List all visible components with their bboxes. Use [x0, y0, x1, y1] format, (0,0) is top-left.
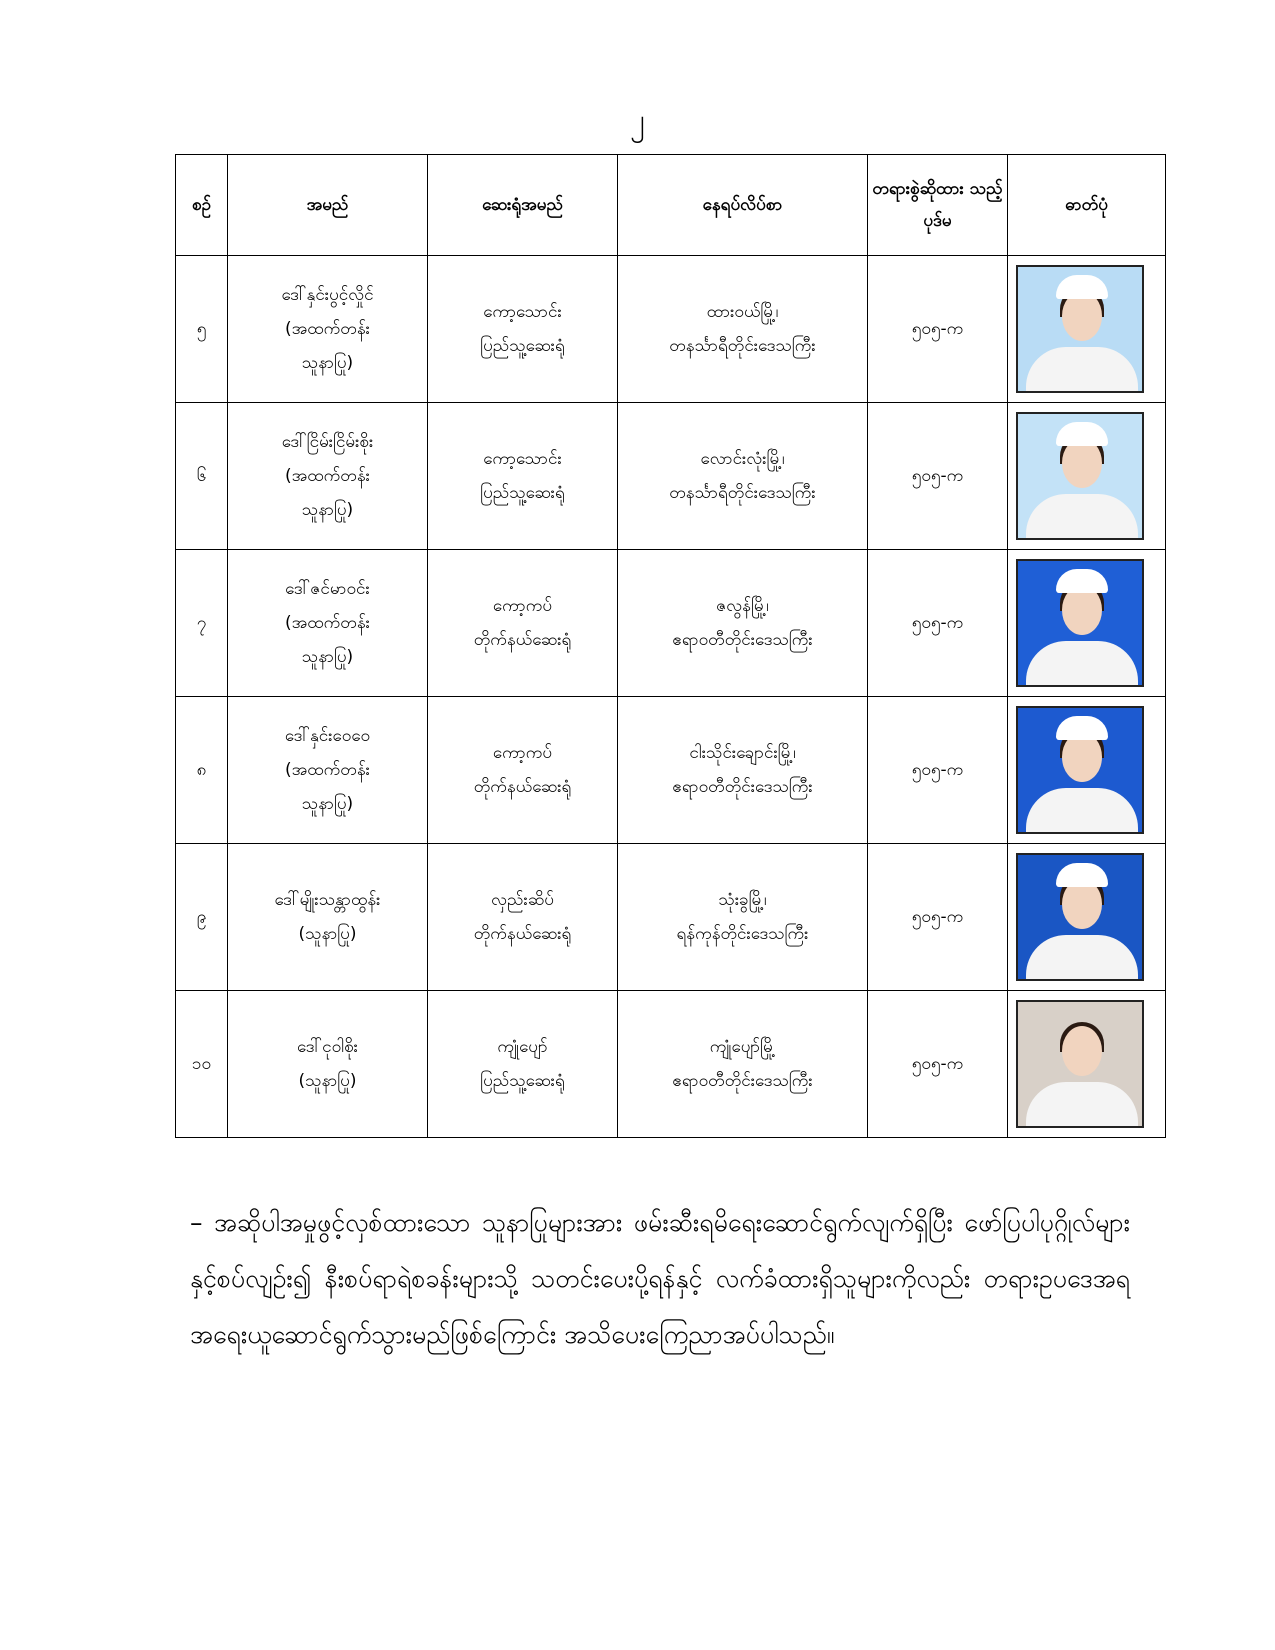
person-name-line: သူနာပြု)	[301, 794, 354, 814]
photo-cell	[1008, 697, 1166, 844]
announcement-paragraph: – အဆိုပါအမှုဖွင့်လှစ်ထားသော သူနာပြုများအား ဖမ်းဆီးရမိရေးဆောင်ရွက်လျက်ရှိပြီး ဖော်ပြပါပုဂ္ဂိုလ်များနှင့်စပ်လျဉ်း၍ နီးစပ်ရာရဲစခန်းများသို့ သတင်းပေးပို့ရန်နှင့် လက်ခံထားရှိသူများကိုလည်း တရားဥပဒေအရ အရေးယူဆောင်ရွက်သွားမည်ဖြစ်ကြောင်း အသိပေးကြေညာအပ်ပါသည်။	[190, 1208, 1130, 1349]
home-address-line: ဧရာဝတီတိုင်းဒေသကြီး	[672, 630, 813, 650]
home-address-line: ငါးသိုင်းချောင်းမြို့၊	[689, 743, 796, 763]
hospital-name-line: ပြည်သူ့ဆေးရုံ	[480, 336, 565, 356]
wanted-nurses-table	[175, 154, 1166, 1138]
person-name-line: ဒေါ်နှင်းပွင့်လှိုင်	[281, 285, 374, 305]
home-address-line: ထားဝယ်မြို့၊	[706, 302, 779, 322]
photo-cell	[1008, 550, 1166, 697]
photo-cell	[1008, 403, 1166, 550]
person-name-line: (အထက်တန်း	[285, 466, 370, 486]
portrait-photo-icon	[1016, 1000, 1144, 1128]
home-address	[618, 844, 868, 991]
charged-section: ၅၀၅-က	[868, 256, 1008, 403]
header-serial-no: စဉ်	[176, 155, 228, 256]
person-name	[228, 991, 428, 1138]
charged-section: ၅၀၅-က	[868, 550, 1008, 697]
hospital-name	[428, 697, 618, 844]
home-address-line: ဇလွန်မြို့၊	[716, 596, 769, 616]
hospital-name	[428, 256, 618, 403]
hospital-name-line: ပြည်သူ့ဆေးရုံ	[480, 1071, 565, 1091]
home-address	[618, 550, 868, 697]
charged-section: ၅၀၅-က	[868, 697, 1008, 844]
home-address-line: ရန်ကုန်တိုင်းဒေသကြီး	[676, 924, 809, 944]
person-name-line: ဒေါ်ငြိမ်းငြိမ်းစိုး	[281, 432, 374, 452]
home-address-line: ဧရာဝတီတိုင်းဒေသကြီး	[672, 1071, 813, 1091]
person-name	[228, 844, 428, 991]
home-address-line: သုံးခွမြို့၊	[718, 890, 767, 910]
hospital-name-line: ပြည်သူ့ဆေးရုံ	[480, 483, 565, 503]
home-address-line: တနင်္သာရီတိုင်းဒေသကြီး	[669, 336, 816, 356]
portrait-photo-icon	[1016, 412, 1144, 540]
person-name-line: ဒေါ်ဇင်မာဝင်း	[285, 579, 370, 599]
photo-cell	[1008, 256, 1166, 403]
header-photo: ဓာတ်ပုံ	[1008, 155, 1166, 256]
home-address	[618, 403, 868, 550]
hospital-name-line: ကော့ကပ်	[492, 596, 553, 616]
person-name-line: ဒေါ်ငုဝါစိုး	[297, 1037, 358, 1057]
table-row	[176, 991, 1166, 1138]
home-address-line: ကျုံပျော်မြို့	[709, 1037, 776, 1057]
hospital-name-line: တိုက်နယ်ဆေးရုံ	[473, 777, 572, 797]
person-name-line: (သူနာပြု)	[298, 924, 357, 944]
person-name-line: ဒေါ်မျိုးသန္တာထွန်း	[274, 890, 381, 910]
photo-cell	[1008, 844, 1166, 991]
hospital-name-line: ကော့သောင်း	[483, 302, 562, 322]
person-name	[228, 697, 428, 844]
hospital-name-line: တိုက်နယ်ဆေးရုံ	[473, 924, 572, 944]
charged-section: ၅၀၅-က	[868, 844, 1008, 991]
portrait-photo-icon	[1016, 559, 1144, 687]
hospital-name	[428, 991, 618, 1138]
header-hospital: ဆေးရုံအမည်	[428, 155, 618, 256]
person-name-line: သူနာပြု)	[301, 500, 354, 520]
home-address-line: တနင်္သာရီတိုင်းဒေသကြီး	[669, 483, 816, 503]
photo-cell	[1008, 991, 1166, 1138]
serial-no: ၈	[176, 697, 228, 844]
person-name	[228, 550, 428, 697]
person-name	[228, 256, 428, 403]
home-address-line: ဧရာဝတီတိုင်းဒေသကြီး	[672, 777, 813, 797]
hospital-name	[428, 844, 618, 991]
portrait-photo-icon	[1016, 706, 1144, 834]
person-name	[228, 403, 428, 550]
hospital-name-line: ကော့သောင်း	[483, 449, 562, 469]
table-row	[176, 550, 1166, 697]
table-row	[176, 403, 1166, 550]
portrait-photo-icon	[1016, 853, 1144, 981]
serial-no: ၅	[176, 256, 228, 403]
header-charged-section: တရားစွဲဆိုထား သည့်ပုဒ်မ	[868, 155, 1008, 256]
hospital-name-line: ကော့ကပ်	[492, 743, 553, 763]
table-header-row	[176, 155, 1166, 256]
home-address	[618, 697, 868, 844]
header-name: အမည်	[228, 155, 428, 256]
hospital-name-line: တိုက်နယ်ဆေးရုံ	[473, 630, 572, 650]
serial-no: ၇	[176, 550, 228, 697]
hospital-name	[428, 550, 618, 697]
serial-no: ၆	[176, 403, 228, 550]
person-name-line: (အထက်တန်း	[285, 760, 370, 780]
serial-no: ၁၀	[176, 991, 228, 1138]
table-row	[176, 256, 1166, 403]
hospital-name	[428, 403, 618, 550]
table-row	[176, 844, 1166, 991]
person-name-line: (အထက်တန်း	[285, 319, 370, 339]
charged-section: ၅၀၅-က	[868, 403, 1008, 550]
person-name-line: သူနာပြု)	[301, 353, 354, 373]
header-address: နေရပ်လိပ်စာ	[618, 155, 868, 256]
table-row	[176, 697, 1166, 844]
home-address	[618, 991, 868, 1138]
hospital-name-line: လှည်းဆိပ်	[491, 890, 554, 910]
home-address	[618, 256, 868, 403]
person-name-line: သူနာပြု)	[301, 647, 354, 667]
portrait-photo-icon	[1016, 265, 1144, 393]
person-name-line: (အထက်တန်း	[285, 613, 370, 633]
hospital-name-line: ကျုံပျော်	[497, 1037, 548, 1057]
person-name-line: (သူနာပြု)	[298, 1071, 357, 1091]
page-number: ၂	[630, 103, 645, 138]
person-name-line: ဒေါ်နှင်းဝေဝေ	[284, 726, 371, 746]
charged-section: ၅၀၅-က	[868, 991, 1008, 1138]
home-address-line: လောင်းလုံးမြို့၊	[700, 449, 785, 469]
serial-no: ၉	[176, 844, 228, 991]
